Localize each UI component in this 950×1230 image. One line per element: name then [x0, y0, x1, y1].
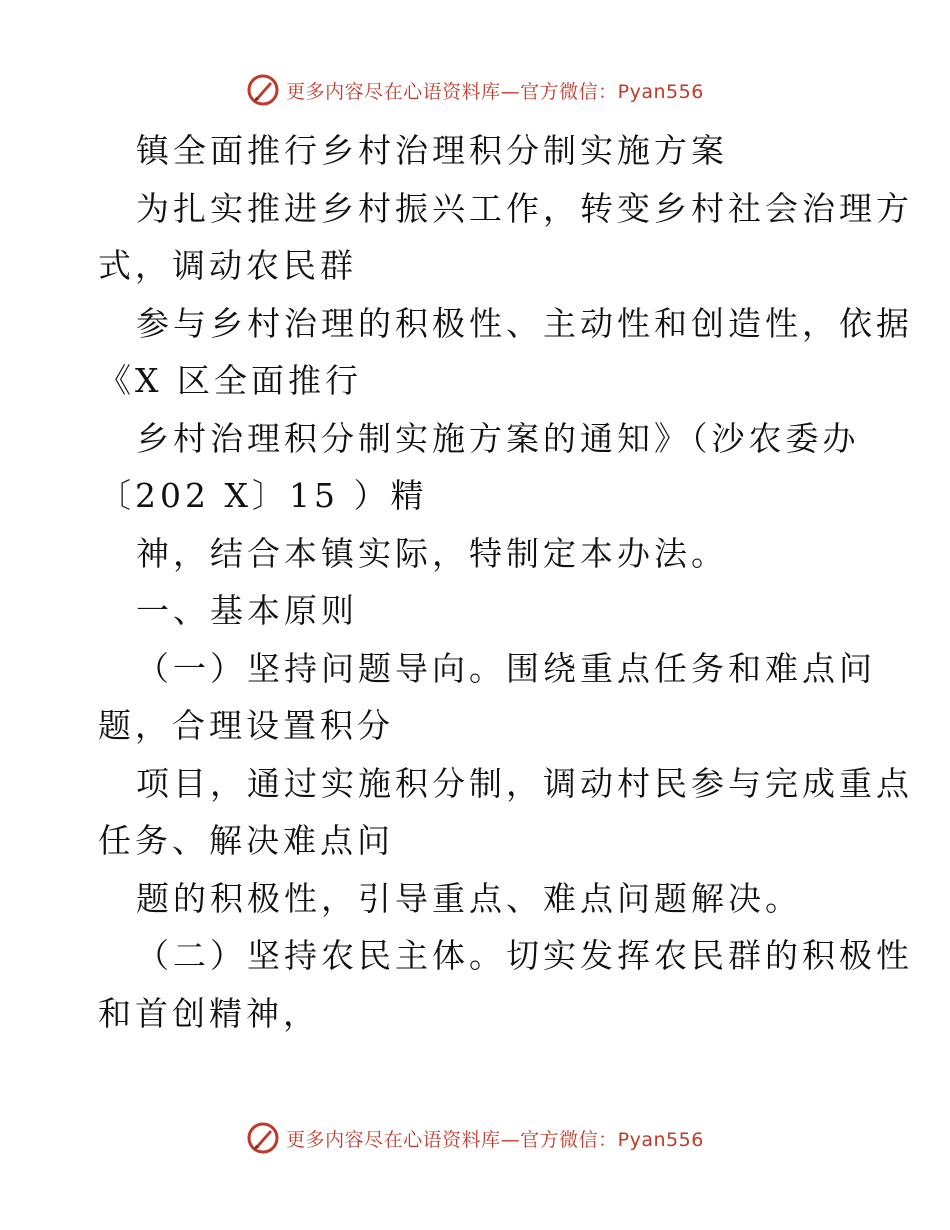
- paragraph-line: 任务、解决难点问: [98, 821, 394, 860]
- paragraph-line: 乡村治理积分制实施方案的通知》（沙农委办: [136, 418, 860, 458]
- paragraph-line: 项目，通过实施积分制，调动村民参与完成重点: [136, 763, 913, 803]
- paragraph-line: 参与乡村治理的积极性、主动性和创造性，依据: [136, 303, 913, 343]
- section-heading: 一、基本原则: [136, 591, 358, 630]
- quill-logo-icon: [246, 73, 280, 107]
- paragraph-line: （二）坚持农民主体。切实发挥农民群的积极性: [136, 936, 913, 975]
- watermark-text: 更多内容尽在心语资料库—官方微信：Pyan556: [286, 80, 704, 103]
- paragraph-line: 〔202 X〕15 ）精: [98, 476, 428, 515]
- paragraph-line: 神，结合本镇实际，特制定本办法。: [136, 533, 728, 573]
- paragraph-line: 为扎实推进乡村振兴工作，转变乡村社会治理方: [136, 188, 913, 228]
- document-title: 镇全面推行乡村治理积分制实施方案: [136, 131, 728, 170]
- paragraph-line: 《X 区全面推行: [98, 361, 362, 400]
- document-body: [98, 122, 913, 1042]
- header-watermark: [0, 70, 950, 110]
- quill-logo-icon: [246, 1121, 280, 1155]
- paragraph-line: 和首创精神，: [98, 993, 320, 1033]
- paragraph-line: 式，调动农民群: [98, 246, 357, 285]
- paragraph-line: 题的积极性，引导重点、难点问题解决。: [136, 878, 802, 918]
- paragraph-line: 题，合理设置积分: [98, 706, 394, 745]
- paragraph-line: （一）坚持问题导向。围绕重点任务和难点问: [136, 648, 876, 688]
- footer-watermark: [0, 1118, 950, 1158]
- watermark-text: 更多内容尽在心语资料库—官方微信：Pyan556: [286, 1128, 704, 1151]
